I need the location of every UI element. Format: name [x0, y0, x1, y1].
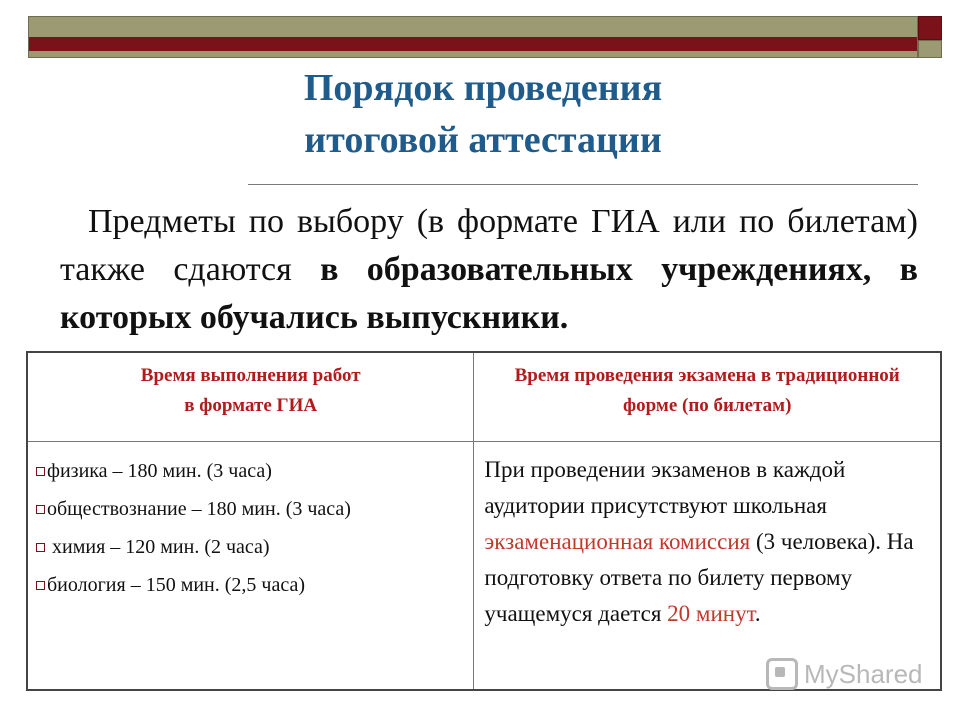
subject-social-studies: обществознание – 180 мин. (3 часа) [47, 498, 351, 520]
myshared-logo-icon [766, 658, 798, 690]
title-divider [248, 184, 918, 185]
table-header-row [27, 352, 941, 442]
table-header-traditional [474, 352, 941, 442]
intro-bold-text: в образовательных учреждениях, в которых обучались выпускники. [60, 251, 918, 336]
subject-physics: физика – 180 мин. (3 часа) [47, 460, 272, 482]
subject-list-cell [27, 442, 474, 691]
decorative-top-bar [28, 16, 918, 58]
subject-biology: биология – 150 мин. (2,5 часа) [47, 574, 306, 596]
slide-title [200, 62, 766, 166]
list-item [36, 452, 473, 490]
table-header-gia-line-1: Время выполнения работ [140, 365, 361, 386]
table-header-gia-line-2: в формате ГИА [184, 395, 318, 416]
note-highlight-time: 20 минут [667, 601, 755, 626]
exam-time-table [26, 351, 942, 691]
intro-plain-text: Предметы по выбору (в формате ГИА или по билетам) также сдаются [60, 203, 918, 288]
note-highlight-commission: экзаменационная комиссия [484, 529, 751, 554]
decorative-stripe [29, 37, 917, 51]
square-bullet-icon [36, 543, 45, 552]
watermark-text: MyShared [804, 658, 923, 689]
note-text-2: (3 человека). На подготовку ответа по билету первому учащемуся дается [484, 529, 914, 626]
subject-chemistry: химия – 120 мин. (2 часа) [47, 536, 270, 558]
table-body-row [27, 442, 941, 691]
note-text-1: При проведении экзаменов в каждой аудитории присутствуют школьная [484, 457, 846, 518]
square-bullet-icon [36, 505, 45, 514]
square-bullet-icon [36, 581, 45, 590]
table-header-gia [27, 352, 474, 442]
table-header-traditional-text: Время проведения экзамена в традиционной форме (по билетам) [514, 365, 900, 416]
decorative-corner-square [918, 16, 942, 40]
watermark [766, 656, 923, 692]
slide-title-line-2: итоговой аттестации [304, 119, 662, 161]
list-item [36, 528, 473, 566]
subject-list [28, 442, 473, 604]
decorative-corner-square-lower [918, 40, 942, 58]
intro-paragraph [60, 198, 918, 342]
square-bullet-icon [36, 467, 45, 476]
list-item [36, 566, 473, 604]
list-item [36, 490, 473, 528]
note-text-3: . [754, 601, 761, 626]
slide-title-line-1: Порядок проведения [303, 67, 663, 109]
traditional-exam-note [474, 442, 941, 691]
